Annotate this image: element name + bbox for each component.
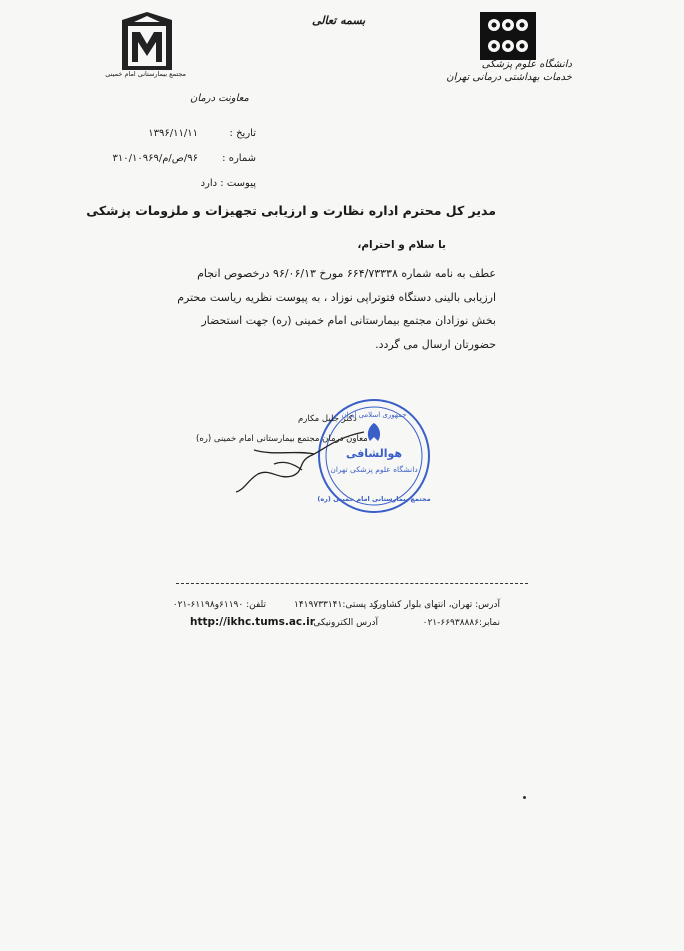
footer-phone: تلفن: ۶۱۱۹۰و۶۱۱۹۸-۰۲۱ [172, 600, 266, 610]
footer-address: آدرس: تهران، انتهای بلوار کشاورز [373, 600, 500, 610]
number-label: شماره : [222, 153, 256, 164]
date-label: تاریخ : [229, 128, 256, 139]
handwritten-signature [214, 420, 374, 500]
university-name-line2: خدمات بهداشتی درمانی تهران [446, 72, 572, 83]
footer-website-label: آدرس الکترونیکی: [310, 618, 378, 628]
footer-divider [176, 583, 528, 584]
hospital-logo-caption: مجتمع بیمارستانی امام خمینی [105, 70, 186, 78]
seal-university-text: دانشگاه علوم پزشکی تهران [330, 465, 418, 474]
footer-postal-code: کد پستی:۱۴۱۹۷۳۳۱۴۱ [294, 600, 378, 610]
seal-center-text: هوالشافی [345, 447, 403, 460]
signatory-title: معاون درمان مجتمع بیمارستانی امام خمینی (ره) [196, 434, 368, 444]
paper-speck [523, 796, 526, 799]
footer-fax: نمابر:۶۶۹۳۸۸۸۶-۰۲۱ [422, 618, 500, 628]
letter-subject: مدیر کل محترم اداره نظارت و ارزیابی تجهیزات و ملزومات پزشکی [86, 203, 496, 218]
basmala: بسمه تعالی [312, 14, 366, 27]
date-value: ۱۳۹۶/۱۱/۱۱ [148, 128, 198, 139]
letter-greeting: با سلام و احترام، [357, 239, 446, 251]
seal-bottom-text: مجتمع بیمارستانی امام خمینی (ره) [317, 495, 431, 503]
hospital-logo [118, 10, 176, 72]
university-name [446, 58, 572, 84]
seal-top-text: جمهوری اسلامی ایران [341, 411, 407, 419]
deputy-title: معاونت درمان [190, 93, 249, 104]
attachment-label: پیوست : دارد [200, 178, 256, 189]
university-name-line1: دانشگاه علوم پزشکی [481, 59, 572, 70]
footer-website-link[interactable]: http://ikhc.tums.ac.ir [190, 616, 315, 628]
letter-body: عطف به نامه شماره ۶۶۴/۷۳۳۳۸ مورخ ۹۶/۰۶/۱۳ درخصوص انجام ارزیابی بالینی دستگاه فتوتراپی نوزاد ، به پیوست نظریه ریاست محترم بخش نوزادان مجتمع بیمارستانی امام خمینی (ره) جهت استحضار حضورتان ارسال می گردد. [177, 267, 496, 351]
number-value: ۹۶/ص/م/۳۱۰/۱۰۹۶۹ [112, 153, 198, 164]
signatory-name: دکتر جلیل مکارم [298, 414, 357, 424]
university-logo [474, 10, 542, 62]
